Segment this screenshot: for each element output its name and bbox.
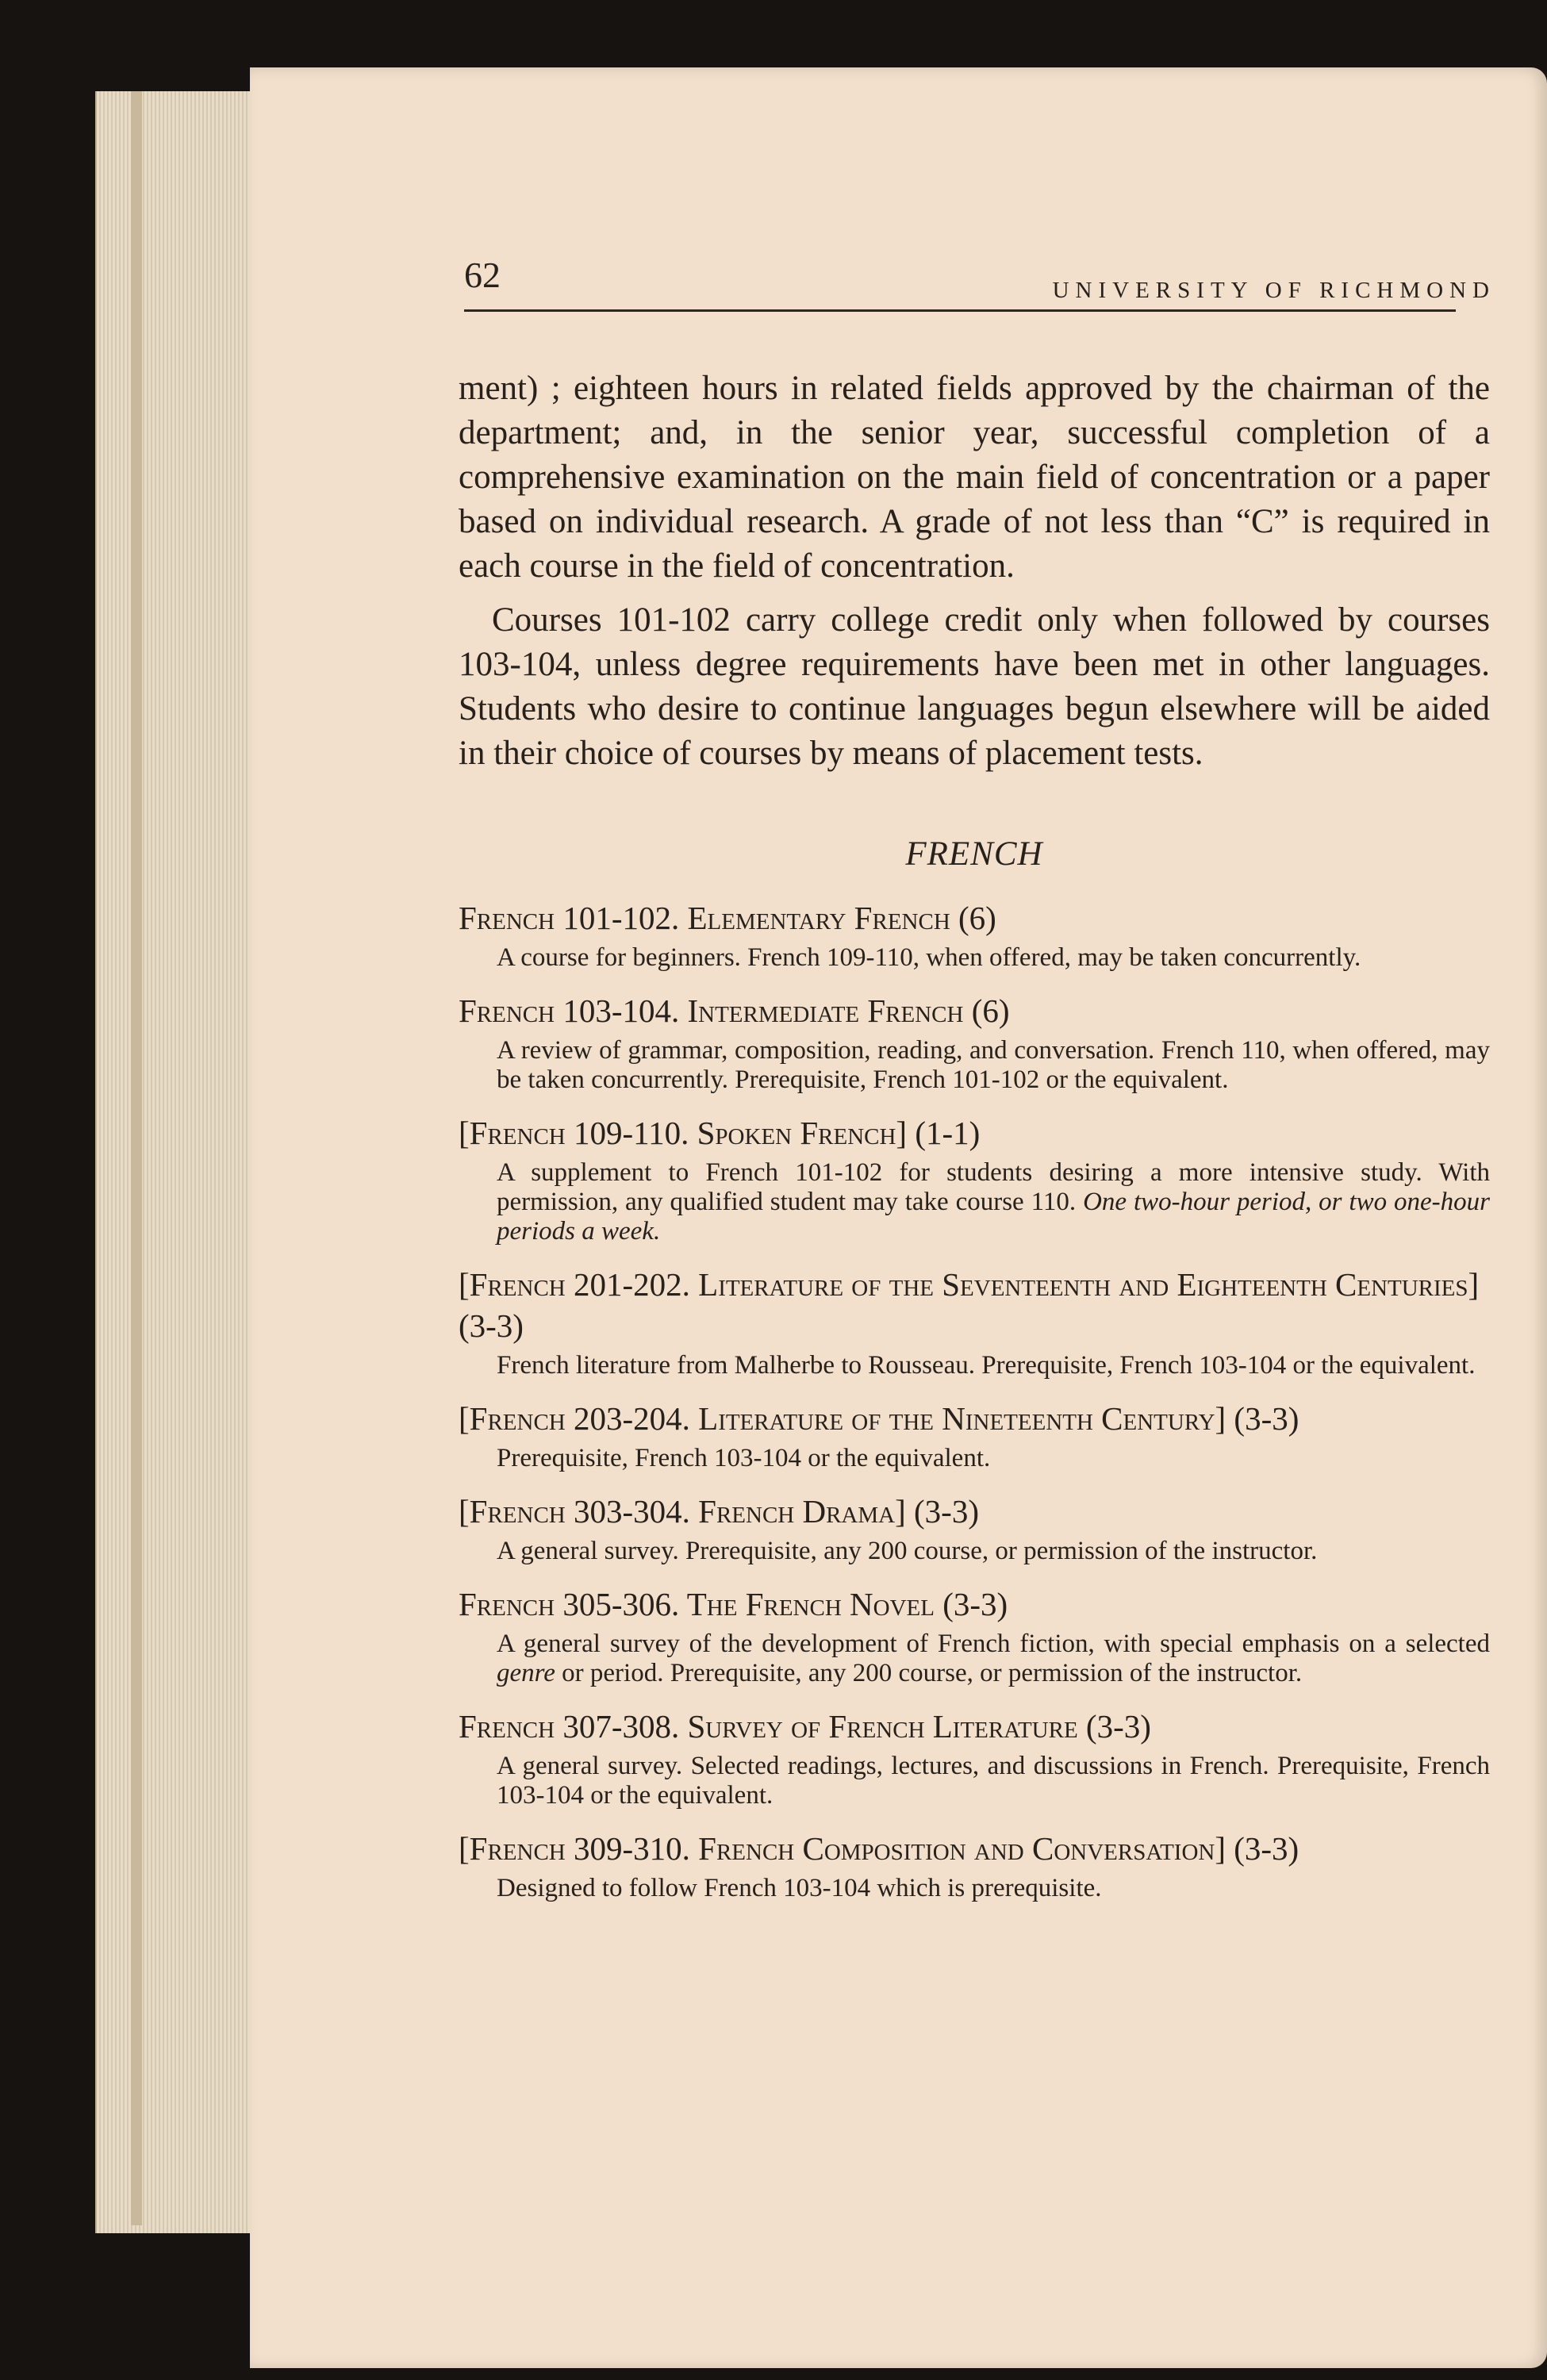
course-title: French 305-306. The French Novel (3-3) <box>459 1586 1008 1622</box>
running-head <box>464 254 1495 317</box>
course-description-text: A general survey of the development of French fiction, with special emphasis on a selected <box>497 1630 1490 1658</box>
course-title: [French 303-304. French Drama] (3-3) <box>459 1493 979 1530</box>
course-entry <box>459 1828 1490 1903</box>
header-title: UNIVERSITY OF RICHMOND <box>1052 278 1495 303</box>
course-title: [French 201-202. Literature of the Seventeenth and Eighteenth Centuries] (3-3) <box>459 1266 1480 1344</box>
page-edge-strip <box>131 91 142 2225</box>
course-entry <box>459 1112 1490 1246</box>
course-description-italic: genre <box>497 1659 555 1687</box>
section-heading: FRENCH <box>905 835 1043 873</box>
course-description: A general survey. Selected readings, lectures, and discussions in French. Prerequisite, French 103-104 or the equivalent. <box>497 1752 1490 1810</box>
course-entry <box>459 1706 1490 1810</box>
course-description <box>497 1158 1490 1246</box>
course-description: A general survey. Prerequisite, any 200 course, or permission of the instructor. <box>497 1537 1318 1565</box>
course-entry <box>459 1264 1490 1380</box>
course-entry <box>459 897 1490 973</box>
course-description-text: or period. Prerequisite, any 200 course, or permission of the instructor. <box>562 1659 1303 1687</box>
course-entry <box>459 1583 1490 1688</box>
course-description: A course for beginners. French 109-110, when offered, may be taken concurrently. <box>497 943 1361 972</box>
course-title: [French 109-110. Spoken French] (1-1) <box>459 1115 981 1151</box>
course-description: Prerequisite, French 103-104 or the equivalent. <box>497 1444 991 1472</box>
page-number: 62 <box>464 255 501 295</box>
course-entry <box>459 1398 1490 1473</box>
course-entry <box>459 990 1490 1095</box>
course-description: A review of grammar, composition, reading, and conversation. French 110, when offered, may be taken concurrently. Prerequisite, French 101-102 or the equivalent. <box>497 1036 1490 1094</box>
course-description-text: A supplement to French 101-102 for students desiring a more intensive study. With permission, any qualified student may take course 110. <box>497 1158 1490 1216</box>
intro-paragraph-1: ment) ; eighteen hours in related fields approved by the chairman of the department; and, in the senior year, successful completion of a comprehensive examination on the main field of concentration or a paper based on individual research. A grade of not less than “C” is required in each course in the field of concentration. <box>459 370 1490 585</box>
course-title: [French 309-310. French Composition and Conversation] (3-3) <box>459 1830 1299 1867</box>
course-description: French literature from Malherbe to Rousseau. Prerequisite, French 103-104 or the equivalent. <box>497 1351 1476 1380</box>
course-entry <box>459 1491 1490 1566</box>
course-title: [French 203-204. Literature of the Nineteenth Century] (3-3) <box>459 1400 1299 1437</box>
page-block-edges <box>95 91 255 2233</box>
intro-paragraph-2: Courses 101-102 carry college credit only when followed by courses 103-104, unless degree requirements have been met in other languages. Students who desire to continue languages begun elsewhere will be aided in their choice of courses by means of placement tests. <box>459 601 1490 772</box>
course-description: Designed to follow French 103-104 which is prerequisite. <box>497 1874 1102 1902</box>
course-description <box>497 1630 1490 1688</box>
header-rule <box>464 309 1456 312</box>
course-title: French 103-104. Intermediate French (6) <box>459 992 1010 1029</box>
course-title: French 307-308. Survey of French Literature (3-3) <box>459 1708 1151 1745</box>
course-title: French 101-102. Elementary French (6) <box>459 900 996 936</box>
body-text <box>459 367 1490 1903</box>
course-description-italic: One two-hour period, or two one-hour periods a week. <box>497 1188 1491 1246</box>
